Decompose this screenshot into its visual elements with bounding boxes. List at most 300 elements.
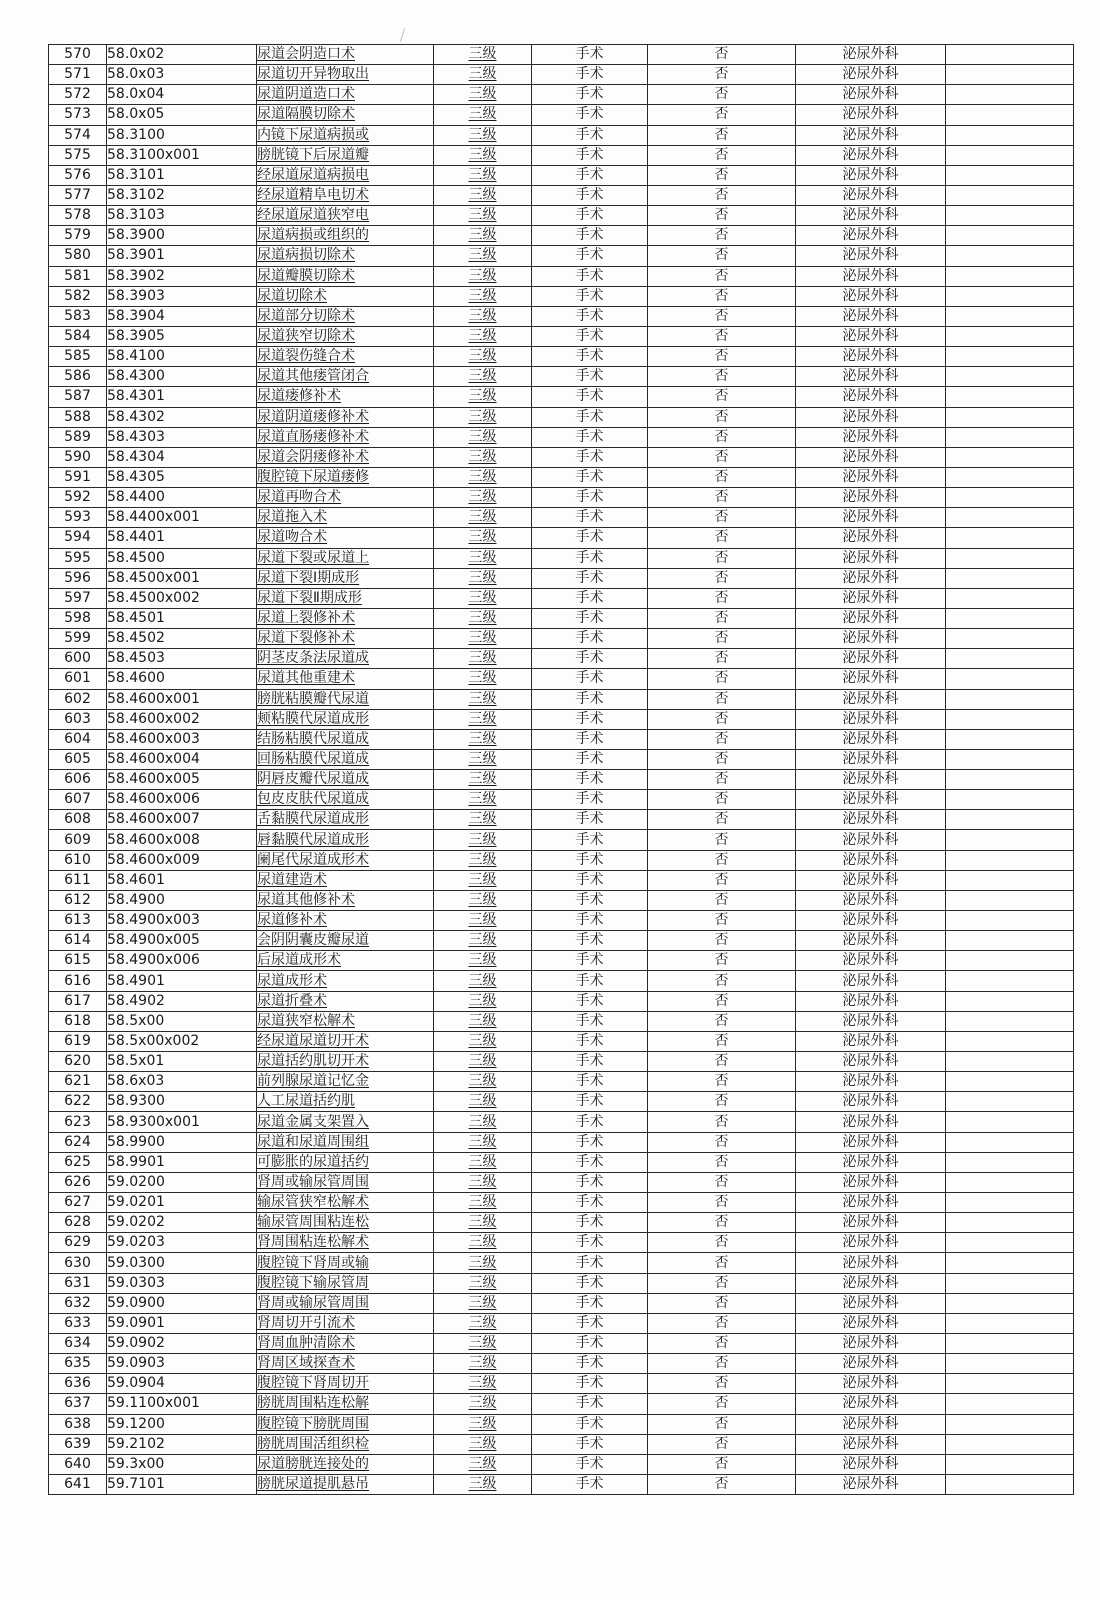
department: 泌尿外科 — [796, 45, 946, 65]
department: 泌尿外科 — [796, 568, 946, 588]
flag-value: 否 — [648, 1253, 796, 1273]
category: 手术 — [532, 568, 648, 588]
table-row — [49, 1374, 1074, 1394]
empty-cell — [946, 810, 1074, 830]
procedure-code: 58.4400x001 — [107, 508, 257, 528]
flag-value: 否 — [648, 407, 796, 427]
department: 泌尿外科 — [796, 991, 946, 1011]
flag-value: 否 — [648, 1193, 796, 1213]
empty-cell — [946, 1092, 1074, 1112]
empty-cell — [946, 749, 1074, 769]
category: 手术 — [532, 246, 648, 266]
table-row — [49, 790, 1074, 810]
procedure-code: 58.6x03 — [107, 1072, 257, 1092]
flag-value: 否 — [648, 1354, 796, 1374]
table-row — [49, 1092, 1074, 1112]
procedure-name: 膀胱粘膜瓣代尿道 — [257, 689, 434, 709]
table-row — [49, 729, 1074, 749]
empty-cell — [946, 1072, 1074, 1092]
empty-cell — [946, 447, 1074, 467]
surgery-level: 三级 — [434, 689, 532, 709]
row-number: 584 — [49, 326, 107, 346]
row-number: 590 — [49, 447, 107, 467]
row-number: 583 — [49, 306, 107, 326]
flag-value: 否 — [648, 830, 796, 850]
procedure-code: 58.3905 — [107, 326, 257, 346]
surgery-level: 三级 — [434, 266, 532, 286]
table-row — [49, 447, 1074, 467]
procedure-code: 58.4600x002 — [107, 709, 257, 729]
category: 手术 — [532, 447, 648, 467]
empty-cell — [946, 347, 1074, 367]
procedure-name: 尿道建造术 — [257, 870, 434, 890]
category: 手术 — [532, 1132, 648, 1152]
procedure-code: 58.4304 — [107, 447, 257, 467]
table-row — [49, 1011, 1074, 1031]
procedure-name: 尿道病损切除术 — [257, 246, 434, 266]
department: 泌尿外科 — [796, 347, 946, 367]
row-number: 601 — [49, 669, 107, 689]
procedure-code: 58.4500x002 — [107, 588, 257, 608]
department: 泌尿外科 — [796, 709, 946, 729]
category: 手术 — [532, 689, 648, 709]
procedure-name: 腹腔镜下尿道瘘修 — [257, 467, 434, 487]
procedure-code: 58.4301 — [107, 387, 257, 407]
procedure-code: 58.4500x001 — [107, 568, 257, 588]
empty-cell — [946, 206, 1074, 226]
category: 手术 — [532, 508, 648, 528]
procedure-name: 膀胱尿道提肌悬吊 — [257, 1474, 434, 1494]
empty-cell — [946, 528, 1074, 548]
empty-cell — [946, 548, 1074, 568]
row-number: 632 — [49, 1293, 107, 1313]
department: 泌尿外科 — [796, 588, 946, 608]
procedure-code: 58.3100 — [107, 125, 257, 145]
table-row — [49, 387, 1074, 407]
empty-cell — [946, 689, 1074, 709]
flag-value: 否 — [648, 1132, 796, 1152]
surgery-level: 三级 — [434, 890, 532, 910]
surgery-level: 三级 — [434, 830, 532, 850]
surgery-level: 三级 — [434, 1394, 532, 1414]
table-row — [49, 226, 1074, 246]
surgery-level: 三级 — [434, 588, 532, 608]
procedure-code: 58.4300 — [107, 367, 257, 387]
surgery-level: 三级 — [434, 870, 532, 890]
row-number: 635 — [49, 1354, 107, 1374]
table-body — [49, 45, 1074, 1495]
row-number: 636 — [49, 1374, 107, 1394]
department: 泌尿外科 — [796, 608, 946, 628]
table-row — [49, 1293, 1074, 1313]
department: 泌尿外科 — [796, 1394, 946, 1414]
procedure-code: 58.4900x005 — [107, 931, 257, 951]
procedure-code: 58.0x04 — [107, 85, 257, 105]
procedure-code: 58.4902 — [107, 991, 257, 1011]
procedure-code: 58.5x00x002 — [107, 1031, 257, 1051]
procedure-code: 58.3100x001 — [107, 145, 257, 165]
department: 泌尿外科 — [796, 870, 946, 890]
table-row — [49, 185, 1074, 205]
department: 泌尿外科 — [796, 145, 946, 165]
surgery-level: 三级 — [434, 629, 532, 649]
category: 手术 — [532, 608, 648, 628]
procedure-code: 58.4600x001 — [107, 689, 257, 709]
procedure-code: 59.0300 — [107, 1253, 257, 1273]
flag-value: 否 — [648, 125, 796, 145]
table-row — [49, 125, 1074, 145]
category: 手术 — [532, 1172, 648, 1192]
procedure-code: 58.4302 — [107, 407, 257, 427]
procedure-name: 可膨胀的尿道括约 — [257, 1152, 434, 1172]
empty-cell — [946, 488, 1074, 508]
department: 泌尿外科 — [796, 629, 946, 649]
row-number: 606 — [49, 770, 107, 790]
flag-value: 否 — [648, 790, 796, 810]
flag-value: 否 — [648, 1152, 796, 1172]
surgery-level: 三级 — [434, 1213, 532, 1233]
category: 手术 — [532, 125, 648, 145]
empty-cell — [946, 1454, 1074, 1474]
empty-cell — [946, 669, 1074, 689]
row-number: 623 — [49, 1112, 107, 1132]
department: 泌尿外科 — [796, 729, 946, 749]
table-row — [49, 770, 1074, 790]
procedure-name: 会阴阴囊皮瓣尿道 — [257, 931, 434, 951]
flag-value: 否 — [648, 689, 796, 709]
procedure-name: 尿道折叠术 — [257, 991, 434, 1011]
row-number: 628 — [49, 1213, 107, 1233]
flag-value: 否 — [648, 1213, 796, 1233]
flag-value: 否 — [648, 629, 796, 649]
row-number: 578 — [49, 206, 107, 226]
surgery-level: 三级 — [434, 608, 532, 628]
empty-cell — [946, 1273, 1074, 1293]
surgery-level: 三级 — [434, 407, 532, 427]
department: 泌尿外科 — [796, 1092, 946, 1112]
table-row — [49, 568, 1074, 588]
procedure-name: 尿道切开异物取出 — [257, 65, 434, 85]
category: 手术 — [532, 206, 648, 226]
category: 手术 — [532, 467, 648, 487]
empty-cell — [946, 185, 1074, 205]
category: 手术 — [532, 226, 648, 246]
flag-value: 否 — [648, 548, 796, 568]
surgery-level: 三级 — [434, 165, 532, 185]
category: 手术 — [532, 810, 648, 830]
row-number: 615 — [49, 951, 107, 971]
surgery-catalog-table — [48, 44, 1074, 1495]
empty-cell — [946, 890, 1074, 910]
category: 手术 — [532, 347, 648, 367]
procedure-name: 尿道括约肌切开术 — [257, 1052, 434, 1072]
category: 手术 — [532, 1152, 648, 1172]
procedure-name: 膀胱周围粘连松解 — [257, 1394, 434, 1414]
row-number: 620 — [49, 1052, 107, 1072]
procedure-name: 膀胱镜下后尿道瓣 — [257, 145, 434, 165]
table-row — [49, 85, 1074, 105]
row-number: 607 — [49, 790, 107, 810]
table-row — [49, 870, 1074, 890]
table-row — [49, 1354, 1074, 1374]
empty-cell — [946, 911, 1074, 931]
row-number: 629 — [49, 1233, 107, 1253]
empty-cell — [946, 105, 1074, 125]
surgery-level: 三级 — [434, 991, 532, 1011]
department: 泌尿外科 — [796, 1152, 946, 1172]
procedure-name: 回肠粘膜代尿道成 — [257, 749, 434, 769]
surgery-level: 三级 — [434, 246, 532, 266]
surgery-level: 三级 — [434, 427, 532, 447]
department: 泌尿外科 — [796, 971, 946, 991]
table-row — [49, 1334, 1074, 1354]
flag-value: 否 — [648, 1394, 796, 1414]
category: 手术 — [532, 1414, 648, 1434]
procedure-code: 59.0900 — [107, 1293, 257, 1313]
procedure-name: 阴茎皮条法尿道成 — [257, 649, 434, 669]
procedure-code: 58.4600x009 — [107, 850, 257, 870]
flag-value: 否 — [648, 65, 796, 85]
flag-value: 否 — [648, 326, 796, 346]
surgery-level: 三级 — [434, 1152, 532, 1172]
procedure-name: 内镜下尿道病损或 — [257, 125, 434, 145]
table-row — [49, 951, 1074, 971]
row-number: 626 — [49, 1172, 107, 1192]
flag-value: 否 — [648, 1072, 796, 1092]
category: 手术 — [532, 1193, 648, 1213]
empty-cell — [946, 1394, 1074, 1414]
surgery-level: 三级 — [434, 1454, 532, 1474]
procedure-code: 58.3902 — [107, 266, 257, 286]
procedure-name: 尿道膀胱连接处的 — [257, 1454, 434, 1474]
department: 泌尿外科 — [796, 226, 946, 246]
table-row — [49, 890, 1074, 910]
flag-value: 否 — [648, 246, 796, 266]
procedure-code: 58.3101 — [107, 165, 257, 185]
empty-cell — [946, 870, 1074, 890]
category: 手术 — [532, 1474, 648, 1494]
row-number: 571 — [49, 65, 107, 85]
empty-cell — [946, 266, 1074, 286]
procedure-code: 58.4502 — [107, 629, 257, 649]
procedure-code: 58.4600x003 — [107, 729, 257, 749]
table-row — [49, 850, 1074, 870]
table-row — [49, 991, 1074, 1011]
table-row — [49, 1414, 1074, 1434]
row-number: 596 — [49, 568, 107, 588]
flag-value: 否 — [648, 105, 796, 125]
category: 手术 — [532, 427, 648, 447]
department: 泌尿外科 — [796, 467, 946, 487]
department: 泌尿外科 — [796, 1253, 946, 1273]
department: 泌尿外科 — [796, 306, 946, 326]
category: 手术 — [532, 1293, 648, 1313]
category: 手术 — [532, 65, 648, 85]
flag-value: 否 — [648, 608, 796, 628]
department: 泌尿外科 — [796, 1052, 946, 1072]
procedure-code: 58.4900x006 — [107, 951, 257, 971]
table-row — [49, 689, 1074, 709]
flag-value: 否 — [648, 508, 796, 528]
table-row — [49, 1072, 1074, 1092]
row-number: 631 — [49, 1273, 107, 1293]
procedure-name: 肾周区域探查术 — [257, 1354, 434, 1374]
row-number: 637 — [49, 1394, 107, 1414]
empty-cell — [946, 729, 1074, 749]
procedure-name: 腹腔镜下肾周或输 — [257, 1253, 434, 1273]
procedure-name: 尿道再吻合术 — [257, 488, 434, 508]
table-row — [49, 306, 1074, 326]
surgery-level: 三级 — [434, 1334, 532, 1354]
surgery-level: 三级 — [434, 709, 532, 729]
table-row — [49, 608, 1074, 628]
department: 泌尿外科 — [796, 770, 946, 790]
table-row — [49, 1213, 1074, 1233]
table-row — [49, 45, 1074, 65]
procedure-code: 58.4600x008 — [107, 830, 257, 850]
flag-value: 否 — [648, 588, 796, 608]
surgery-level: 三级 — [434, 226, 532, 246]
category: 手术 — [532, 85, 648, 105]
table-row — [49, 367, 1074, 387]
procedure-code: 59.0202 — [107, 1213, 257, 1233]
department: 泌尿外科 — [796, 105, 946, 125]
category: 手术 — [532, 1213, 648, 1233]
row-number: 610 — [49, 850, 107, 870]
procedure-code: 58.5x00 — [107, 1011, 257, 1031]
procedure-code: 59.0201 — [107, 1193, 257, 1213]
procedure-name: 经尿道尿道病损电 — [257, 165, 434, 185]
category: 手术 — [532, 1334, 648, 1354]
department: 泌尿外科 — [796, 65, 946, 85]
flag-value: 否 — [648, 488, 796, 508]
category: 手术 — [532, 629, 648, 649]
empty-cell — [946, 508, 1074, 528]
procedure-name: 肾周血肿清除术 — [257, 1334, 434, 1354]
category: 手术 — [532, 1233, 648, 1253]
department: 泌尿外科 — [796, 266, 946, 286]
procedure-code: 58.4900 — [107, 890, 257, 910]
procedure-name: 尿道切除术 — [257, 286, 434, 306]
department: 泌尿外科 — [796, 367, 946, 387]
table-row — [49, 911, 1074, 931]
empty-cell — [946, 971, 1074, 991]
procedure-code: 58.3904 — [107, 306, 257, 326]
surgery-level: 三级 — [434, 1132, 532, 1152]
empty-cell — [946, 629, 1074, 649]
flag-value: 否 — [648, 206, 796, 226]
row-number: 618 — [49, 1011, 107, 1031]
empty-cell — [946, 367, 1074, 387]
flag-value: 否 — [648, 286, 796, 306]
department: 泌尿外科 — [796, 427, 946, 447]
procedure-code: 58.3900 — [107, 226, 257, 246]
empty-cell — [946, 991, 1074, 1011]
flag-value: 否 — [648, 669, 796, 689]
empty-cell — [946, 85, 1074, 105]
category: 手术 — [532, 407, 648, 427]
row-number: 576 — [49, 165, 107, 185]
department: 泌尿外科 — [796, 689, 946, 709]
procedure-name: 尿道拖入术 — [257, 508, 434, 528]
surgery-level: 三级 — [434, 911, 532, 931]
category: 手术 — [532, 1052, 648, 1072]
empty-cell — [946, 1474, 1074, 1494]
procedure-name: 舌黏膜代尿道成形 — [257, 810, 434, 830]
row-number: 579 — [49, 226, 107, 246]
category: 手术 — [532, 749, 648, 769]
procedure-code: 58.4600x007 — [107, 810, 257, 830]
department: 泌尿外科 — [796, 931, 946, 951]
table-row — [49, 588, 1074, 608]
procedure-name: 经尿道尿道切开术 — [257, 1031, 434, 1051]
procedure-code: 59.0903 — [107, 1354, 257, 1374]
table-row — [49, 1273, 1074, 1293]
table-row — [49, 548, 1074, 568]
department: 泌尿外科 — [796, 1193, 946, 1213]
category: 手术 — [532, 971, 648, 991]
surgery-level: 三级 — [434, 326, 532, 346]
flag-value: 否 — [648, 45, 796, 65]
empty-cell — [946, 1172, 1074, 1192]
department: 泌尿外科 — [796, 1172, 946, 1192]
row-number: 613 — [49, 911, 107, 931]
flag-value: 否 — [648, 387, 796, 407]
surgery-level: 三级 — [434, 467, 532, 487]
empty-cell — [946, 568, 1074, 588]
surgery-level: 三级 — [434, 1414, 532, 1434]
flag-value: 否 — [648, 1313, 796, 1333]
flag-value: 否 — [648, 427, 796, 447]
procedure-name: 唇黏膜代尿道成形 — [257, 830, 434, 850]
table-row — [49, 1132, 1074, 1152]
table-row — [49, 488, 1074, 508]
row-number: 587 — [49, 387, 107, 407]
empty-cell — [946, 226, 1074, 246]
surgery-level: 三级 — [434, 185, 532, 205]
flag-value: 否 — [648, 185, 796, 205]
category: 手术 — [532, 1354, 648, 1374]
row-number: 588 — [49, 407, 107, 427]
department: 泌尿外科 — [796, 1072, 946, 1092]
flag-value: 否 — [648, 1474, 796, 1494]
procedure-name: 前列腺尿道记忆金 — [257, 1072, 434, 1092]
flag-value: 否 — [648, 770, 796, 790]
table-row — [49, 1313, 1074, 1333]
row-number: 581 — [49, 266, 107, 286]
procedure-name: 膀胱周围活组织检 — [257, 1434, 434, 1454]
category: 手术 — [532, 387, 648, 407]
row-number: 594 — [49, 528, 107, 548]
flag-value: 否 — [648, 467, 796, 487]
surgery-level: 三级 — [434, 931, 532, 951]
category: 手术 — [532, 548, 648, 568]
procedure-code: 58.4600x005 — [107, 770, 257, 790]
surgery-level: 三级 — [434, 367, 532, 387]
procedure-code: 58.0x05 — [107, 105, 257, 125]
row-number: 604 — [49, 729, 107, 749]
procedure-code: 58.0x03 — [107, 65, 257, 85]
empty-cell — [946, 1031, 1074, 1051]
row-number: 591 — [49, 467, 107, 487]
procedure-name: 尿道下裂Ⅱ期成形 — [257, 588, 434, 608]
row-number: 619 — [49, 1031, 107, 1051]
row-number: 608 — [49, 810, 107, 830]
surgery-level: 三级 — [434, 347, 532, 367]
table-row — [49, 1253, 1074, 1273]
empty-cell — [946, 649, 1074, 669]
department: 泌尿外科 — [796, 1454, 946, 1474]
